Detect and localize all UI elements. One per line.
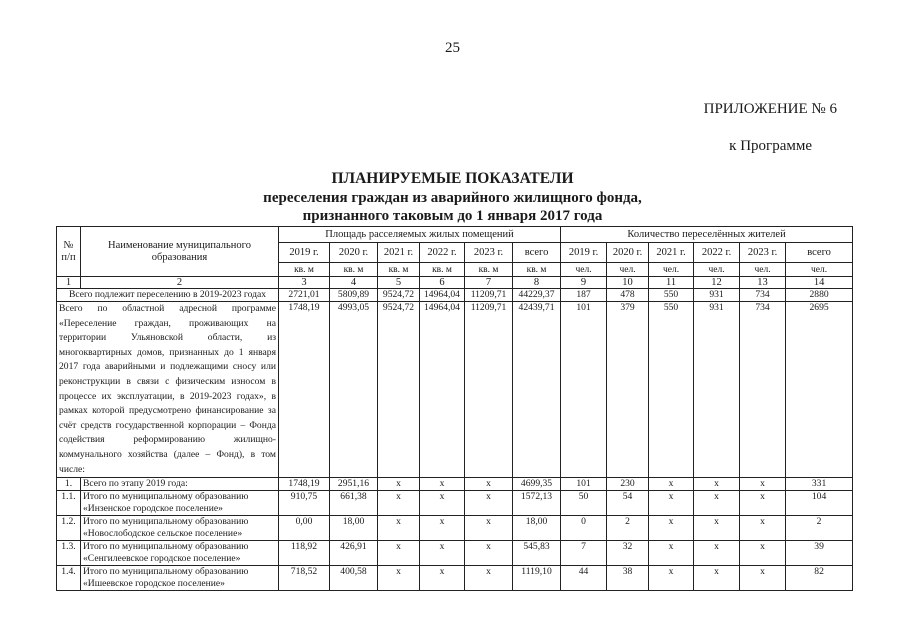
document-title: ПЛАНИРУЕМЫЕ ПОКАЗАТЕЛИ bbox=[331, 170, 574, 187]
cell-value: x bbox=[378, 491, 420, 516]
cell-value: x bbox=[740, 516, 786, 541]
cell-value: x bbox=[420, 566, 465, 591]
unit-people: чел. bbox=[694, 263, 740, 277]
cell-value: 50 bbox=[561, 491, 607, 516]
cell-value: 7 bbox=[561, 541, 607, 566]
appendix-heading: ПРИЛОЖЕНИЕ № 6 bbox=[703, 101, 837, 117]
cell-value: x bbox=[420, 541, 465, 566]
header-people-year: 2019 г. bbox=[561, 243, 607, 263]
cell-value: 9524,72 bbox=[378, 302, 420, 478]
table-row bbox=[57, 566, 853, 591]
cell-value: 32 bbox=[607, 541, 649, 566]
cell-value: x bbox=[465, 516, 513, 541]
cell-value: x bbox=[465, 491, 513, 516]
table-row-program bbox=[57, 302, 853, 478]
table-row-stage bbox=[57, 478, 853, 491]
cell-value: 5809,89 bbox=[330, 289, 378, 302]
column-number: 4 bbox=[330, 277, 378, 289]
cell-value: 104 bbox=[786, 491, 853, 516]
row-number: 1.2. bbox=[57, 516, 81, 541]
unit-area: кв. м bbox=[378, 263, 420, 277]
cell-value: 44229,37 bbox=[513, 289, 561, 302]
column-number: 1 bbox=[57, 277, 81, 289]
cell-value: 11209,71 bbox=[465, 302, 513, 478]
header-area-total: всего bbox=[513, 243, 561, 263]
cell-value: 718,52 bbox=[279, 566, 330, 591]
cell-value: 931 bbox=[694, 302, 740, 478]
column-number: 5 bbox=[378, 277, 420, 289]
table-row bbox=[57, 516, 853, 541]
cell-value: 18,00 bbox=[330, 516, 378, 541]
cell-value: 2695 bbox=[786, 302, 853, 478]
cell-value: x bbox=[694, 491, 740, 516]
cell-value: x bbox=[649, 491, 694, 516]
cell-value: 118,92 bbox=[279, 541, 330, 566]
row-name: Всего подлежит переселению в 2019-2023 годах bbox=[57, 289, 279, 302]
cell-value: 2 bbox=[786, 516, 853, 541]
column-number: 13 bbox=[740, 277, 786, 289]
cell-value: 661,38 bbox=[330, 491, 378, 516]
cell-value: 2 bbox=[607, 516, 649, 541]
cell-value: 1119,10 bbox=[513, 566, 561, 591]
cell-value: 400,58 bbox=[330, 566, 378, 591]
column-number: 9 bbox=[561, 277, 607, 289]
document-subtitle-line-2: признанного таковым до 1 января 2017 года bbox=[302, 208, 603, 224]
unit-area: кв. м bbox=[330, 263, 378, 277]
cell-value: x bbox=[378, 516, 420, 541]
cell-value: x bbox=[694, 566, 740, 591]
cell-value: 331 bbox=[786, 478, 853, 491]
cell-value: x bbox=[465, 541, 513, 566]
cell-value: x bbox=[465, 566, 513, 591]
cell-value: 379 bbox=[607, 302, 649, 478]
header-area-year: 2023 г. bbox=[465, 243, 513, 263]
header-people-year: 2020 г. bbox=[607, 243, 649, 263]
cell-value: x bbox=[378, 478, 420, 491]
header-num: № п/п bbox=[57, 227, 81, 277]
cell-value: 734 bbox=[740, 289, 786, 302]
cell-value: 2721,01 bbox=[279, 289, 330, 302]
cell-value: 1748,19 bbox=[279, 478, 330, 491]
column-number: 10 bbox=[607, 277, 649, 289]
header-name: Наименование муниципального образования bbox=[81, 227, 279, 277]
header-people-group: Количество переселённых жителей bbox=[561, 227, 853, 243]
header-people-year: 2023 г. bbox=[740, 243, 786, 263]
cell-value: 2951,16 bbox=[330, 478, 378, 491]
column-number: 2 bbox=[81, 277, 279, 289]
row-name: Итого по муниципальному образованию «Сенгилеевское городское поселение» bbox=[81, 541, 279, 566]
row-number: 1.1. bbox=[57, 491, 81, 516]
cell-value: x bbox=[378, 566, 420, 591]
cell-value: 734 bbox=[740, 302, 786, 478]
cell-value: 44 bbox=[561, 566, 607, 591]
unit-area: кв. м bbox=[279, 263, 330, 277]
row-name: Итого по муниципальному образованию «Инзенское городское поселение» bbox=[81, 491, 279, 516]
row-number: 1.4. bbox=[57, 566, 81, 591]
cell-value: 910,75 bbox=[279, 491, 330, 516]
row-name: Итого по муниципальному образованию «Новослободское сельское поселение» bbox=[81, 516, 279, 541]
cell-value: x bbox=[378, 541, 420, 566]
cell-value: 101 bbox=[561, 302, 607, 478]
cell-value: 101 bbox=[561, 478, 607, 491]
unit-area: кв. м bbox=[420, 263, 465, 277]
table-row bbox=[57, 541, 853, 566]
cell-value: x bbox=[740, 541, 786, 566]
cell-value: 545,83 bbox=[513, 541, 561, 566]
cell-value: x bbox=[740, 491, 786, 516]
row-name: Всего по областной адресной программе «Переселение граждан, проживающих на территории Ульяновской области, из многоквартирных домов, признанных до 1 января 2017 года аварийными и подлежащими сносу или реконструкции в связи с физическим износом в процессе их эксплуатации, в 2019-2023 годах», в рамках которой предусмотрено финансирование за счёт средств государственной корпорации – Фонда содействия реформированию жилищно-коммунального хозяйства (далее – Фонд), в том числе: bbox=[57, 302, 279, 478]
cell-value: 82 bbox=[786, 566, 853, 591]
unit-people: чел. bbox=[740, 263, 786, 277]
cell-value: x bbox=[420, 516, 465, 541]
cell-value: x bbox=[420, 491, 465, 516]
indicators-table bbox=[56, 226, 853, 591]
row-name: Итого по муниципальному образованию «Ишеевское городское поселение» bbox=[81, 566, 279, 591]
cell-value: x bbox=[649, 566, 694, 591]
cell-value: x bbox=[649, 541, 694, 566]
table-row bbox=[57, 491, 853, 516]
cell-value: 11209,71 bbox=[465, 289, 513, 302]
unit-area: кв. м bbox=[513, 263, 561, 277]
cell-value: 478 bbox=[607, 289, 649, 302]
cell-value: x bbox=[694, 478, 740, 491]
unit-area: кв. м bbox=[465, 263, 513, 277]
appendix-subheading: к Программе bbox=[729, 138, 812, 154]
page-number: 25 bbox=[445, 40, 460, 56]
header-people-year: 2021 г. bbox=[649, 243, 694, 263]
header-people-total: всего bbox=[786, 243, 853, 263]
header-area-group: Площадь расселяемых жилых помещений bbox=[279, 227, 561, 243]
cell-value: 18,00 bbox=[513, 516, 561, 541]
column-number: 12 bbox=[694, 277, 740, 289]
cell-value: 14964,04 bbox=[420, 302, 465, 478]
header-people-year: 2022 г. bbox=[694, 243, 740, 263]
row-number: 1.3. bbox=[57, 541, 81, 566]
cell-value: x bbox=[694, 541, 740, 566]
unit-people: чел. bbox=[561, 263, 607, 277]
unit-people: чел. bbox=[786, 263, 853, 277]
row-number: 1. bbox=[57, 478, 81, 491]
cell-value: 187 bbox=[561, 289, 607, 302]
cell-value: x bbox=[649, 516, 694, 541]
cell-value: 0,00 bbox=[279, 516, 330, 541]
unit-people: чел. bbox=[607, 263, 649, 277]
header-area-year: 2022 г. bbox=[420, 243, 465, 263]
cell-value: x bbox=[465, 478, 513, 491]
cell-value: 39 bbox=[786, 541, 853, 566]
header-area-year: 2020 г. bbox=[330, 243, 378, 263]
cell-value: x bbox=[694, 516, 740, 541]
cell-value: 38 bbox=[607, 566, 649, 591]
header-area-year: 2019 г. bbox=[279, 243, 330, 263]
cell-value: 931 bbox=[694, 289, 740, 302]
cell-value: 1572,13 bbox=[513, 491, 561, 516]
cell-value: 9524,72 bbox=[378, 289, 420, 302]
column-number: 8 bbox=[513, 277, 561, 289]
cell-value: 0 bbox=[561, 516, 607, 541]
header-area-year: 2021 г. bbox=[378, 243, 420, 263]
cell-value: 54 bbox=[607, 491, 649, 516]
cell-value: 42439,71 bbox=[513, 302, 561, 478]
column-number: 6 bbox=[420, 277, 465, 289]
column-number: 11 bbox=[649, 277, 694, 289]
cell-value: 2880 bbox=[786, 289, 853, 302]
column-number: 7 bbox=[465, 277, 513, 289]
cell-value: 230 bbox=[607, 478, 649, 491]
cell-value: 426,91 bbox=[330, 541, 378, 566]
cell-value: 4699,35 bbox=[513, 478, 561, 491]
cell-value: x bbox=[649, 478, 694, 491]
row-name: Всего по этапу 2019 года: bbox=[81, 478, 279, 491]
cell-value: 550 bbox=[649, 302, 694, 478]
column-number: 14 bbox=[786, 277, 853, 289]
cell-value: 4993,05 bbox=[330, 302, 378, 478]
document-subtitle-line-1: переселения граждан из аварийного жилищного фонда, bbox=[263, 190, 642, 206]
cell-value: 1748,19 bbox=[279, 302, 330, 478]
column-number: 3 bbox=[279, 277, 330, 289]
table-row-total bbox=[57, 289, 853, 302]
cell-value: 550 bbox=[649, 289, 694, 302]
cell-value: x bbox=[740, 478, 786, 491]
cell-value: x bbox=[740, 566, 786, 591]
cell-value: x bbox=[420, 478, 465, 491]
unit-people: чел. bbox=[649, 263, 694, 277]
cell-value: 14964,04 bbox=[420, 289, 465, 302]
